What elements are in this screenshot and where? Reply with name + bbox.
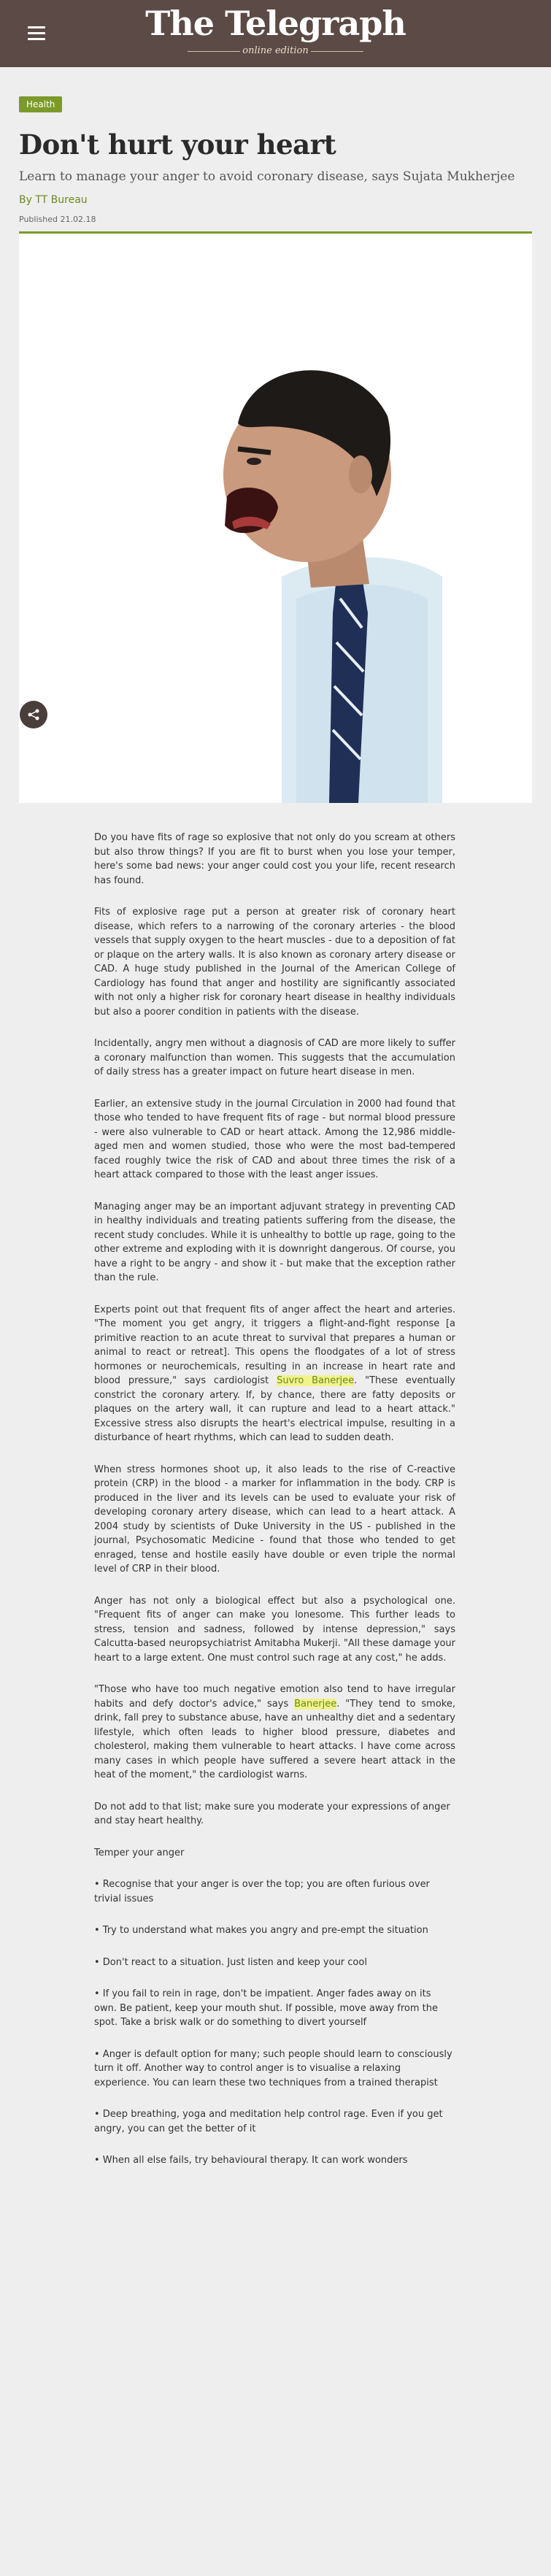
top-bar xyxy=(0,0,551,67)
paragraph: Do not add to that list; make sure you moderate your expressions of anger and stay heart healthy. xyxy=(94,1801,450,1826)
site-edition: online edition xyxy=(242,45,309,56)
article-header xyxy=(0,67,551,224)
site-brand[interactable] xyxy=(0,4,551,56)
paragraph xyxy=(94,1303,455,1445)
paragraph: Earlier, an extensive study in the journal Circulation in 2000 had found that those who tended to have frequent fits of rage - but normal blood pressure - were also vulnerable to CAD or heart attack. Among the 12,986 middle-aged men and women studied, those who were the most bad-tempered faced roughly twice the risk of CAD and about three times the risk of a heart attack compared to those with the least anger issues. xyxy=(94,1098,455,1180)
bullet-item: • Deep breathing, yoga and meditation help control rage. Even if you get angry, you can get the better of it xyxy=(94,2109,443,2134)
published-date: Published 21.02.18 xyxy=(19,215,96,224)
byline-author[interactable]: TT Bureau xyxy=(35,194,88,206)
bullet-item: • If you fail to rein in rage, don't be impatient. Anger fades away on its own. Be patient, keep your mouth shut. If possible, move away from the spot. Take a brisk walk or do something to divert yourself xyxy=(94,1988,438,2028)
hero-image xyxy=(19,234,532,803)
article-dek: Learn to manage your anger to avoid coronary disease, says Sujata Mukherjee xyxy=(19,169,515,184)
paragraph: Managing anger may be an important adjuvant strategy in preventing CAD in healthy individuals and treating patients suffering from the disease, the recent study concludes. While it is unhealthy to bottle up rage, going to the other extreme and exploding with it is downright dangerous. Of course, you have a right to be angry - and show it - but make that the exception rather than the rule. xyxy=(94,1201,455,1283)
share-icon xyxy=(27,708,40,721)
article-title: Don't hurt your heart xyxy=(19,128,336,161)
paragraph: Do you have fits of rage so explosive that not only do you scream at others but also throw things? If you are fit to burst when you lose your temper, here's some bad news: your anger could cost you your life, recent research has found. xyxy=(94,832,455,886)
paragraph: Anger has not only a biological effect but also a psychological one. "Frequent fits of anger can make you lonesome. This further leads to stress, tension and sadness, followed by intense depression," says Calcutta-based neuropsychiatrist Amitabha Mukerji. "All these damage your heart to a large extent. One must control such rage at any cost," he adds. xyxy=(94,1595,455,1664)
article-body xyxy=(94,831,455,2215)
person-link-suvro-banerjee[interactable]: Suvro Banerjee xyxy=(277,1375,355,1386)
bullet-item: • When all else fails, try behavioural therapy. It can work wonders xyxy=(94,2155,408,2166)
subheading: Temper your anger xyxy=(94,1847,185,1858)
byline xyxy=(19,194,532,206)
paragraph-text: . "They tend to smoke, drink, fall prey to substance abuse, have an unhealthy diet and a sedentary lifestyle, which often leads to higher blood pressure, diabetes and cholesterol, making them vulnerable to heart attacks. I have come across many cases in which people have suffered a severe heart attack in the heat of the moment," the cardiologist warns. xyxy=(94,1698,455,1780)
paragraph-text: Experts point out that frequent fits of anger affect the heart and arteries. "The moment you get angry, it triggers a flight-and-fight response [a primitive reaction to an acute threat to survival that prepares a human or animal to react or retreat]. This opens the floodgates of a lot of stress hormones or neurochemicals, resulting in an increase in heart rate and blood pressure," says cardiologist xyxy=(94,1304,455,1386)
byline-prefix: By xyxy=(19,194,32,206)
bullet-item: • Recognise that your anger is over the top; you are often furious over trivial issues xyxy=(94,1879,430,1904)
bullet-item: • Don't react to a situation. Just listen and keep your cool xyxy=(94,1956,367,1968)
bullet-item: • Anger is default option for many; such people should learn to consciously turn it off. Another way to control anger is to visualise a relaxing experience. You can learn these two techniques from a trained therapist xyxy=(94,2048,452,2088)
share-button[interactable] xyxy=(20,701,47,728)
paragraph-text: "Those who have too much negative emotion also tend to have irregular habits and defy doctor's advice," says xyxy=(94,1684,455,1710)
paragraph: When stress hormones shoot up, it also leads to the rise of C-reactive protein (CRP) in the blood - a marker for inflammation in the body. CRP is produced in the liver and its levels can be used to evaluate your risk of developing coronary artery disease, which can lead to a heart attack. A 2004 study by scientists of Duke University in the US - published in the journal, Psychosomatic Medicine - found that those who tended to get enraged, tense and hostile easily have double or even triple the normal level of CRP in their blood. xyxy=(94,1464,455,1575)
paragraph: Incidentally, angry men without a diagnosis of CAD are more likely to suffer a coronary malfunction than women. This suggests that the accumulation of daily stress has a greater impact on future heart disease in men. xyxy=(94,1038,455,1077)
paragraph-text: . "These eventually constrict the coronary artery. If, by chance, there are fatty deposits or plaques on the artery wall, it can rupture and lead to a heart attack." Excessive stress also disrupts the heart's electrical impulse, resulting in a disturbance of heart rhythms, which can lead to sudden death. xyxy=(94,1375,455,1443)
angry-man-illustration xyxy=(19,234,532,803)
bullet-item: • Try to understand what makes you angry and pre-empt the situation xyxy=(94,1925,428,1936)
person-link-banerjee[interactable]: Banerjee xyxy=(294,1698,337,1710)
paragraph xyxy=(94,1683,455,1783)
paragraph: Fits of explosive rage put a person at greater risk of coronary heart disease, which refers to a narrowing of the coronary arteries - the blood vessels that supply oxygen to the heart muscles - due to a deposition of fat or plaque on the artery walls. It is also known as coronary artery disease or CAD. A huge study published in the Journal of the American College of Cardiology has found that anger and hostility are significantly associated with not only a higher risk for coronary heart disease in healthy individuals but also a poorer condition in patients with the disease. xyxy=(94,907,455,1018)
site-logo[interactable]: The Telegraph xyxy=(145,4,406,43)
category-tag[interactable]: Health xyxy=(19,96,62,112)
